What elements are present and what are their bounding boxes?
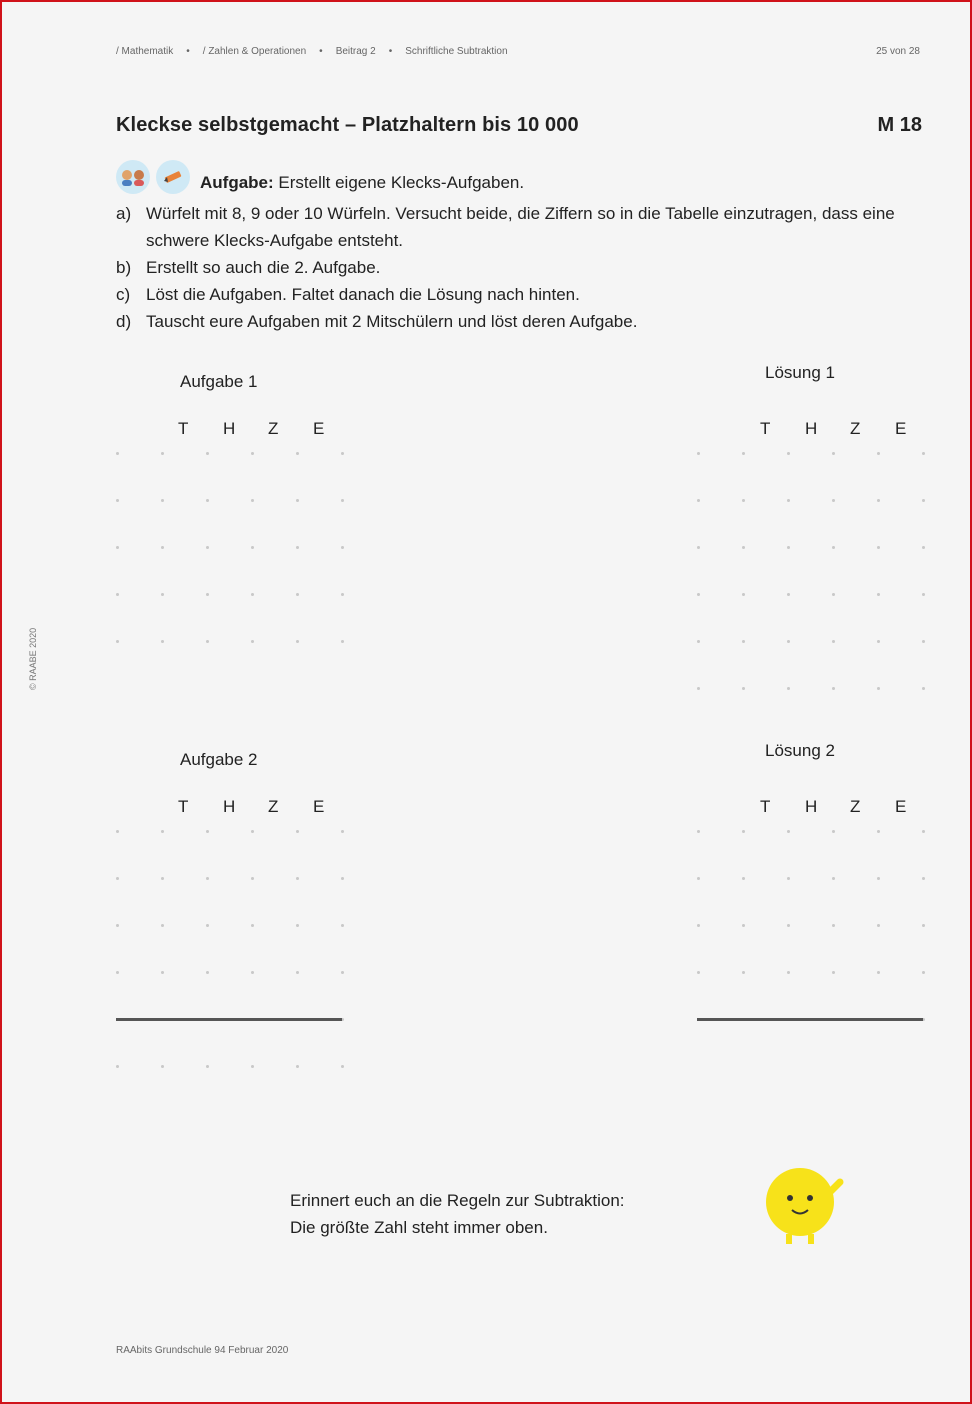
task-heading xyxy=(200,173,524,193)
grid-dot xyxy=(787,640,790,643)
partner-icon xyxy=(116,160,150,194)
grid-dot xyxy=(161,499,164,502)
task-list xyxy=(116,200,906,335)
grid-dot xyxy=(341,593,344,596)
task-item xyxy=(116,254,906,281)
grid-dot xyxy=(877,924,880,927)
aufgabe-2-result-line xyxy=(116,1018,342,1021)
grid-dot xyxy=(161,877,164,880)
grid-dot xyxy=(832,640,835,643)
grid-dot xyxy=(206,499,209,502)
column-z: Z xyxy=(268,797,279,816)
grid-dot xyxy=(206,924,209,927)
grid-dot xyxy=(206,971,209,974)
mascot-icon xyxy=(760,1162,850,1253)
grid-dot xyxy=(296,452,299,455)
grid-dot xyxy=(206,640,209,643)
grid-dot xyxy=(922,830,925,833)
grid-dot xyxy=(341,877,344,880)
grid-dot xyxy=(697,640,700,643)
breadcrumb-item: Beitrag 2 xyxy=(335,46,376,57)
grid-dot xyxy=(742,452,745,455)
grid-dot xyxy=(877,593,880,596)
grid-dot xyxy=(341,830,344,833)
grid-dot xyxy=(922,546,925,549)
task-item xyxy=(116,281,906,308)
grid-dot xyxy=(116,593,119,596)
grid-dot xyxy=(116,640,119,643)
hint-line: Erinnert euch an die Regeln zur Subtraktion: xyxy=(290,1191,625,1210)
column-t: T xyxy=(178,797,189,816)
grid-dot xyxy=(832,593,835,596)
grid-dot xyxy=(832,830,835,833)
grid-dot xyxy=(161,546,164,549)
grid-dot xyxy=(251,452,254,455)
breadcrumb-item: Schriftliche Subtraktion xyxy=(405,46,508,57)
column-e: E xyxy=(895,419,907,438)
task-text: Löst die Aufgaben. Faltet danach die Lösung nach hinten. xyxy=(146,285,580,304)
grid-dot xyxy=(742,687,745,690)
grid-dot xyxy=(922,640,925,643)
task-letter: a) xyxy=(116,204,132,223)
grid-dot xyxy=(877,452,880,455)
grid-dot xyxy=(296,924,299,927)
grid-dot xyxy=(251,924,254,927)
grid-dot xyxy=(877,877,880,880)
task-label: Aufgabe: xyxy=(200,173,274,192)
column-h: H xyxy=(805,419,818,438)
grid-dot xyxy=(697,687,700,690)
grid-dot xyxy=(296,593,299,596)
grid-dot xyxy=(832,546,835,549)
grid-dot xyxy=(116,546,119,549)
loesung-1-label: Lösung 1 xyxy=(765,363,835,382)
grid-dot xyxy=(787,546,790,549)
grid-dot xyxy=(832,877,835,880)
grid-dot xyxy=(251,877,254,880)
grid-dot xyxy=(116,877,119,880)
grid-dot xyxy=(251,971,254,974)
grid-dot xyxy=(341,452,344,455)
grid-dot xyxy=(116,1065,119,1068)
grid-dot xyxy=(787,924,790,927)
copyright-note: © RAABE 2020 xyxy=(28,627,38,690)
hint-line: Die größte Zahl steht immer oben. xyxy=(290,1218,548,1237)
grid-dot xyxy=(742,499,745,502)
grid-dot xyxy=(922,877,925,880)
grid-dot xyxy=(296,830,299,833)
grid-dot xyxy=(697,971,700,974)
grid-dot xyxy=(341,640,344,643)
grid-dot xyxy=(296,640,299,643)
grid-dot xyxy=(251,640,254,643)
grid-dot xyxy=(697,546,700,549)
aufgabe-1-columns xyxy=(178,419,358,439)
loesung-1-grid[interactable] xyxy=(697,452,927,692)
grid-dot xyxy=(341,499,344,502)
grid-dot xyxy=(116,971,119,974)
grid-dot xyxy=(922,593,925,596)
page-title: Kleckse selbstgemacht – Platzhaltern bis 10 000 xyxy=(116,114,579,136)
aufgabe-1-grid[interactable] xyxy=(116,452,346,642)
grid-dot xyxy=(296,877,299,880)
column-t: T xyxy=(760,419,771,438)
grid-dot xyxy=(787,687,790,690)
grid-dot xyxy=(161,452,164,455)
grid-dot xyxy=(787,830,790,833)
grid-dot xyxy=(832,452,835,455)
grid-dot xyxy=(742,830,745,833)
grid-dot xyxy=(296,971,299,974)
grid-dot xyxy=(922,452,925,455)
grid-dot xyxy=(697,830,700,833)
grid-dot xyxy=(251,830,254,833)
task-text: Erstellt so auch die 2. Aufgabe. xyxy=(146,258,381,277)
grid-dot xyxy=(787,452,790,455)
task-text: Tauscht eure Aufgaben mit 2 Mitschülern und löst deren Aufgabe. xyxy=(146,312,638,331)
loesung-2-result-line xyxy=(697,1018,923,1021)
grid-dot xyxy=(877,971,880,974)
grid-dot xyxy=(116,452,119,455)
grid-dot xyxy=(877,640,880,643)
grid-dot xyxy=(251,499,254,502)
column-e: E xyxy=(313,419,325,438)
grid-dot xyxy=(161,593,164,596)
hint-text xyxy=(290,1187,625,1241)
grid-dot xyxy=(742,640,745,643)
grid-dot xyxy=(116,830,119,833)
loesung-1-columns xyxy=(760,419,940,439)
grid-dot xyxy=(742,593,745,596)
task-text: Würfelt mit 8, 9 oder 10 Würfeln. Versucht beide, die Ziffern so in die Tabelle einzutragen, dass eine schwere Klecks-Aufgabe entsteht. xyxy=(146,204,895,250)
grid-dot xyxy=(742,546,745,549)
column-h: H xyxy=(805,797,818,816)
grid-dot xyxy=(116,924,119,927)
breadcrumb: / Mathematik • / Zahlen & Operationen • Beitrag 2 • Schriftliche Subtraktion xyxy=(116,46,508,57)
grid-dot xyxy=(161,640,164,643)
grid-dot xyxy=(161,830,164,833)
grid-dot xyxy=(116,499,119,502)
grid-dot xyxy=(206,593,209,596)
grid-dot xyxy=(341,546,344,549)
aufgabe-2-grid[interactable] xyxy=(116,830,346,1070)
task-letter: b) xyxy=(116,258,132,277)
column-z: Z xyxy=(850,419,861,438)
grid-dot xyxy=(697,452,700,455)
grid-dot xyxy=(832,499,835,502)
grid-dot xyxy=(206,830,209,833)
grid-dot xyxy=(787,593,790,596)
material-code: M 18 xyxy=(877,114,922,136)
grid-dot xyxy=(787,877,790,880)
grid-dot xyxy=(787,971,790,974)
grid-dot xyxy=(742,924,745,927)
grid-dot xyxy=(832,924,835,927)
grid-dot xyxy=(296,546,299,549)
aufgabe-1-label: Aufgabe 1 xyxy=(180,372,258,391)
grid-dot xyxy=(877,546,880,549)
grid-dot xyxy=(922,499,925,502)
loesung-2-columns xyxy=(760,797,940,817)
grid-dot xyxy=(832,971,835,974)
loesung-2-label: Lösung 2 xyxy=(765,741,835,760)
task-icons xyxy=(116,160,190,194)
grid-dot xyxy=(832,687,835,690)
grid-dot xyxy=(341,971,344,974)
column-h: H xyxy=(223,797,236,816)
footer-text: RAAbits Grundschule 94 Februar 2020 xyxy=(116,1345,289,1356)
grid-dot xyxy=(697,593,700,596)
column-e: E xyxy=(313,797,325,816)
grid-dot xyxy=(742,877,745,880)
page-number: 25 von 28 xyxy=(876,46,920,57)
pencil-icon xyxy=(156,160,190,194)
column-z: Z xyxy=(268,419,279,438)
grid-dot xyxy=(922,687,925,690)
grid-dot xyxy=(251,546,254,549)
grid-dot xyxy=(742,971,745,974)
grid-dot xyxy=(877,687,880,690)
grid-dot xyxy=(877,499,880,502)
column-h: H xyxy=(223,419,236,438)
grid-dot xyxy=(251,1065,254,1068)
task-text: Erstellt eigene Klecks-Aufgaben. xyxy=(278,173,525,192)
aufgabe-2-label: Aufgabe 2 xyxy=(180,750,258,769)
breadcrumb-item: / Mathematik xyxy=(116,46,174,57)
grid-dot xyxy=(251,593,254,596)
grid-dot xyxy=(161,1065,164,1068)
task-item xyxy=(116,200,906,254)
grid-dot xyxy=(697,924,700,927)
grid-dot xyxy=(787,499,790,502)
grid-dot xyxy=(161,971,164,974)
grid-dot xyxy=(296,1065,299,1068)
grid-dot xyxy=(922,971,925,974)
task-letter: c) xyxy=(116,285,131,304)
column-t: T xyxy=(760,797,771,816)
grid-dot xyxy=(341,1065,344,1068)
grid-dot xyxy=(877,830,880,833)
grid-dot xyxy=(697,499,700,502)
grid-dot xyxy=(161,924,164,927)
grid-dot xyxy=(206,452,209,455)
column-z: Z xyxy=(850,797,861,816)
breadcrumb-item: / Zahlen & Operationen xyxy=(202,46,307,57)
task-item xyxy=(116,308,906,335)
grid-dot xyxy=(922,924,925,927)
column-e: E xyxy=(895,797,907,816)
grid-dot xyxy=(296,499,299,502)
aufgabe-2-columns xyxy=(178,797,358,817)
column-t: T xyxy=(178,419,189,438)
grid-dot xyxy=(206,877,209,880)
grid-dot xyxy=(341,924,344,927)
task-letter: d) xyxy=(116,312,132,331)
loesung-2-grid[interactable] xyxy=(697,830,927,1020)
grid-dot xyxy=(206,1065,209,1068)
grid-dot xyxy=(697,877,700,880)
grid-dot xyxy=(206,546,209,549)
